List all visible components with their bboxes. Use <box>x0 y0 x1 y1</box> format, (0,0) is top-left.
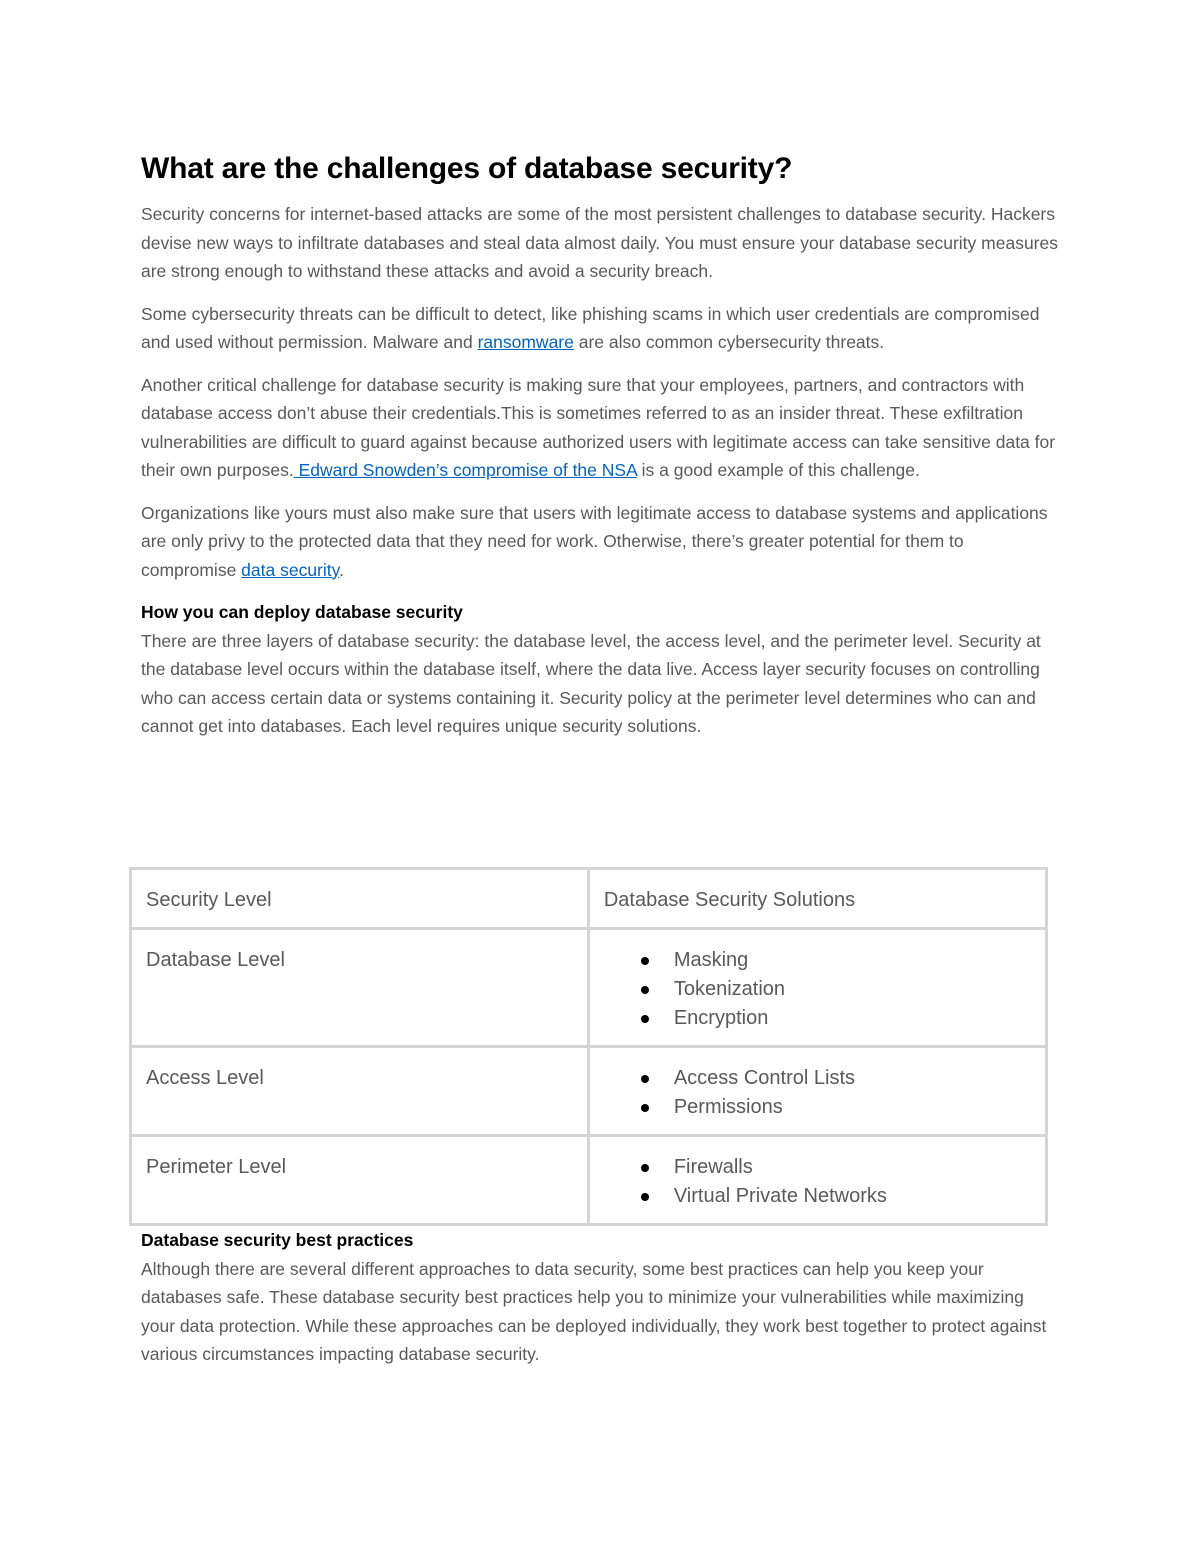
table-row <box>131 1136 1047 1225</box>
table-header-cell: Security Level <box>131 869 589 929</box>
list-item: Virtual Private Networks <box>674 1182 1031 1211</box>
paragraph-text: are also common cybersecurity threats. <box>573 332 885 352</box>
list-item: Access Control Lists <box>674 1064 1031 1093</box>
snowden-nsa-link[interactable]: Edward Snowden’s compromise of the NSA <box>293 460 637 480</box>
table-cell-solutions <box>588 1047 1046 1136</box>
table-header-row <box>131 869 1047 929</box>
security-levels-table <box>129 867 1048 1226</box>
list-item: Tokenization <box>674 975 1031 1004</box>
table-cell-level: Access Level <box>131 1047 589 1136</box>
paragraph-text: . <box>339 559 344 580</box>
list-item: Masking <box>674 946 1031 975</box>
page-title: What are the challenges of database security? <box>141 152 793 185</box>
paragraph-text: Another critical challenge for database security is making sure that your employees, partners, and contractors with database access don’t abuse their credentials.This is sometimes referred to as an insider threat. These exfiltration vulnerabilities are difficult to guard against because authorized users with legitimate access can take sensitive data for their own purposes. <box>141 374 1056 480</box>
document-body <box>141 150 1061 755</box>
table-cell-solutions <box>588 929 1046 1047</box>
best-practices-section <box>141 1226 1061 1383</box>
best-practices-heading: Database security best practices <box>141 1230 414 1250</box>
data-security-link[interactable]: data security <box>241 559 340 580</box>
solutions-list <box>604 946 1031 1033</box>
deploy-paragraph: There are three layers of database security: the database level, the access level, and the perimeter level. Security at the database level occurs within the database itself, where the data live. Access layer security focuses on controlling who can access certain data or systems containing it. Security policy at the perimeter level determines who can and cannot get into databases. Each level requires unique security solutions. <box>141 630 1041 736</box>
deploy-heading: How you can deploy database security <box>141 602 463 622</box>
paragraph-internet-attacks: Security concerns for internet-based attacks are some of the most persistent challenges to database security. Hackers devise new ways to infiltrate databases and steal data almost daily. You must ensure your database security measures are strong enough to withstand these attacks and avoid a security breach. <box>141 204 1058 281</box>
table-header-cell: Database Security Solutions <box>588 869 1046 929</box>
paragraph-text: Some cybersecurity threats can be difficult to detect, like phishing scams in which user credentials are compromised and used without permission. Malware and <box>141 303 1040 352</box>
solutions-list <box>604 1064 1031 1122</box>
table-cell-level: Perimeter Level <box>131 1136 589 1225</box>
paragraph-legitimate-access <box>141 499 1061 585</box>
list-item: Firewalls <box>674 1153 1031 1182</box>
list-item: Encryption <box>674 1004 1031 1033</box>
list-item: Permissions <box>674 1093 1031 1122</box>
table-cell-level: Database Level <box>131 929 589 1047</box>
table-row <box>131 929 1047 1047</box>
table-cell-solutions <box>588 1136 1046 1225</box>
paragraph-text: is a good example of this challenge. <box>636 460 920 480</box>
paragraph-insider-threat <box>141 371 1061 485</box>
paragraph-text: Organizations like yours must also make sure that users with legitimate access to database systems and applications are only privy to the protected data that they need for work. Otherwise, there’s greater potential for them to compromise <box>141 502 1048 580</box>
paragraph-cyber-threats <box>141 300 1061 357</box>
solutions-list <box>604 1153 1031 1211</box>
table-row <box>131 1047 1047 1136</box>
ransomware-link[interactable]: ransomware <box>477 332 574 352</box>
best-practices-paragraph: Although there are several different approaches to data security, some best practices can help you keep your databases safe. These database security best practices help you to minimize your vulnerabilities while maximizing your data protection. While these approaches can be deployed individually, they work best together to protect against various circumstances impacting database security. <box>141 1258 1047 1364</box>
